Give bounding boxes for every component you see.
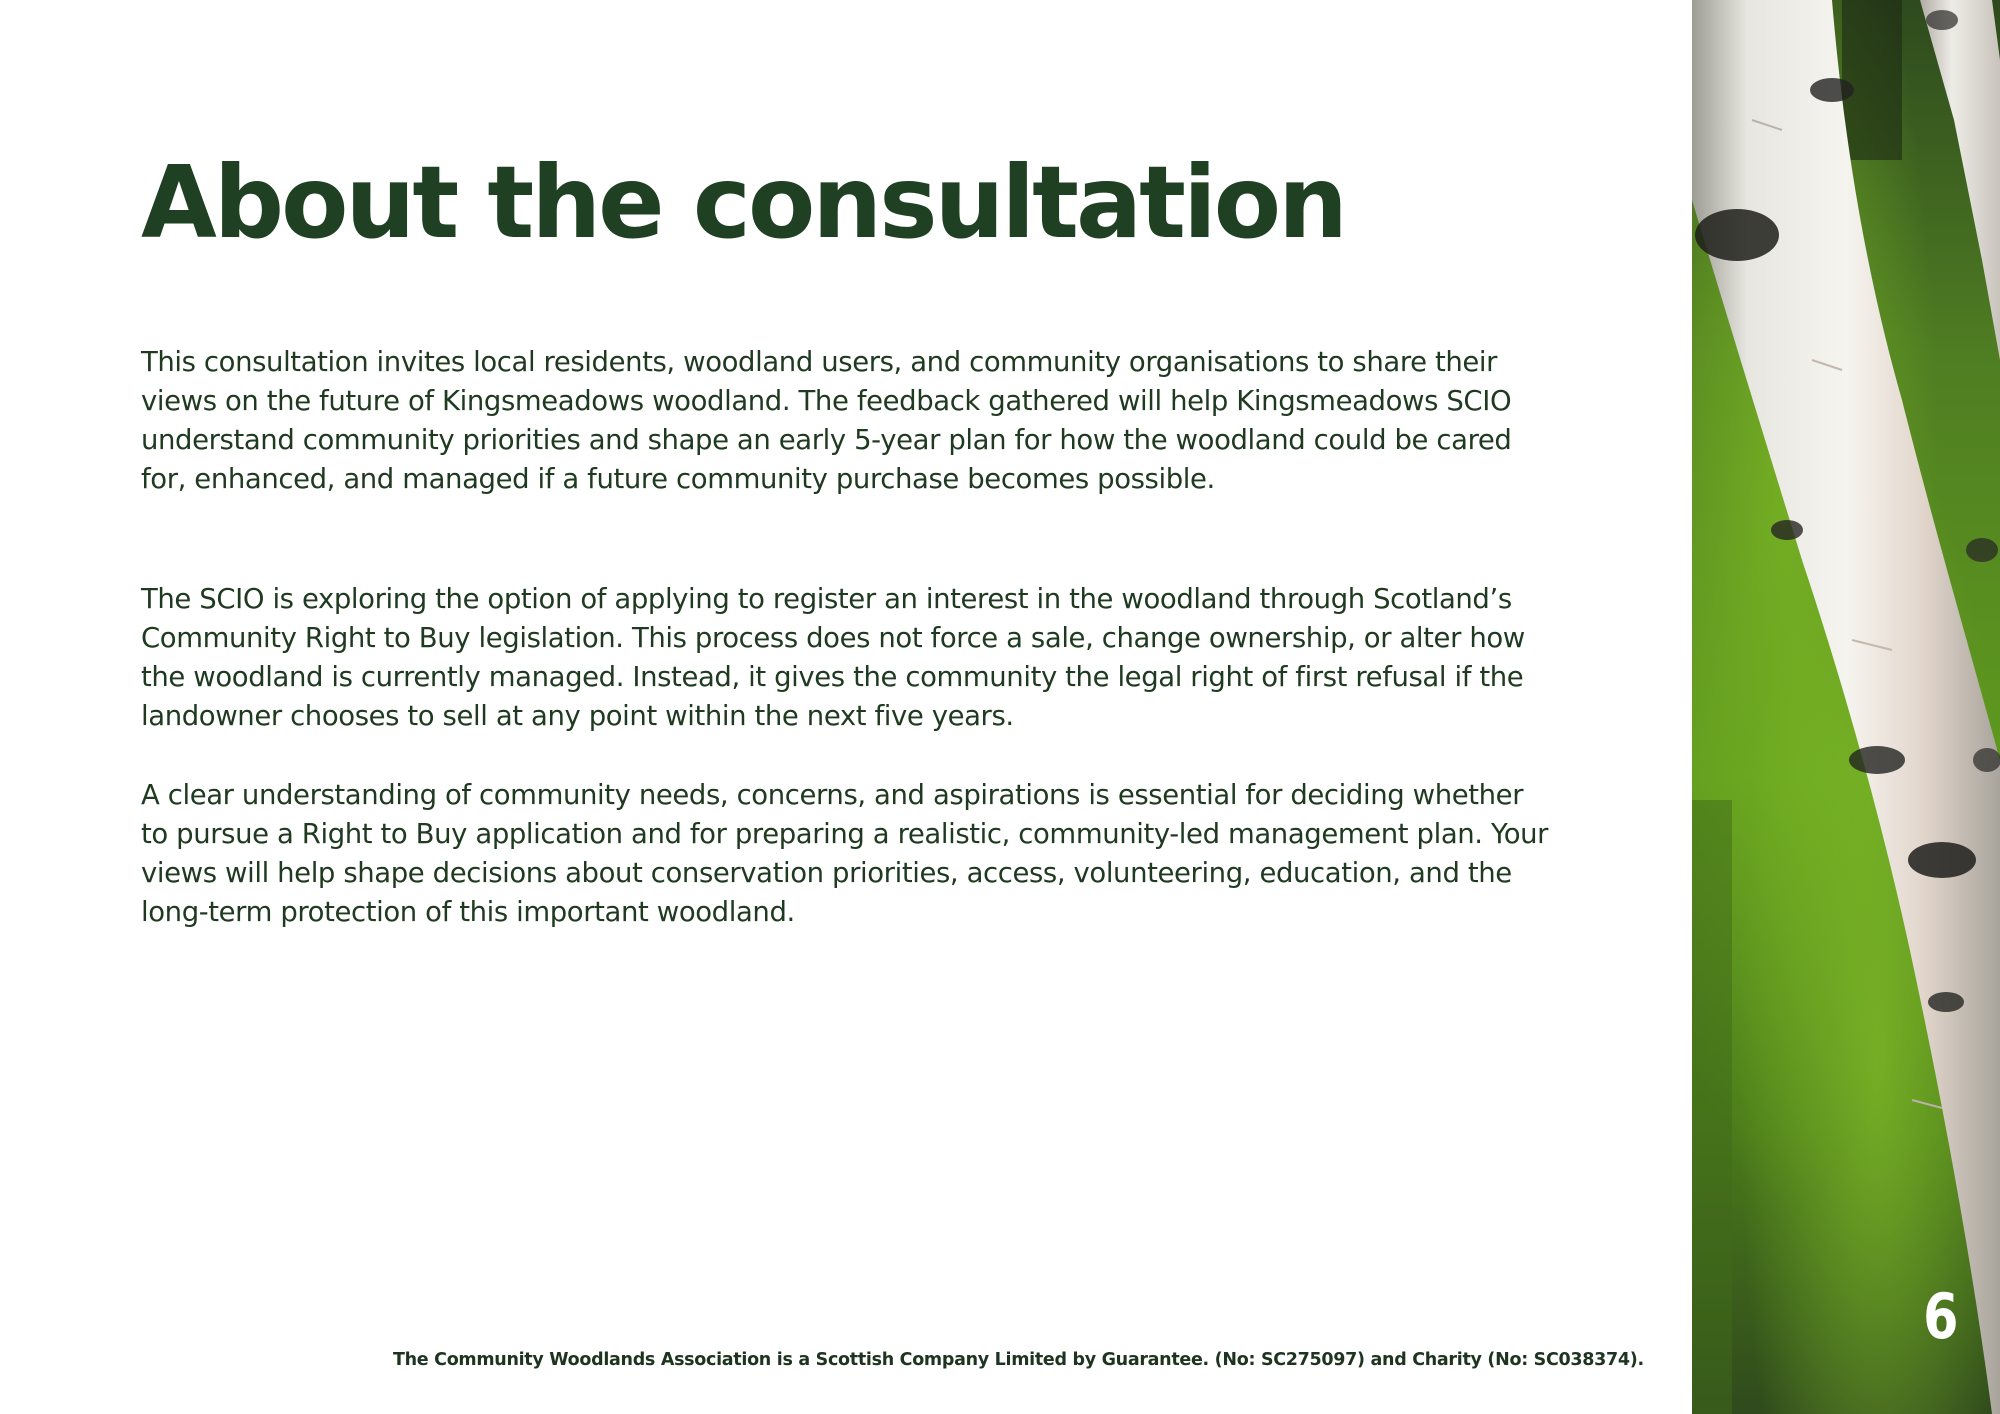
birch-tree-photo	[1692, 0, 2000, 1414]
footer-legal-text: The Community Woodlands Association is a Scottish Company Limited by Guarantee. (No: SC275097) and Charity (No: SC038374).	[393, 1350, 1644, 1370]
intro-paragraph: This consultation invites local residents, woodland users, and community organisations to share their views on the future of Kingsmeadows woodland. The feedback gathered will help Kingsmeadows SCIO understand community priorities and shape an early 5-year plan for how the woodland could be cared for, enhanced, and managed if a future community purchase becomes possible.	[141, 346, 1512, 495]
page-title: About the consultation	[141, 144, 1345, 261]
right-to-buy-paragraph: The SCIO is exploring the option of applying to register an interest in the woodland through Scotland’s Community Right to Buy legislation. This process does not force a sale, change ownership, or alter how the woodland is currently managed. Instead, it gives the community the legal right of first refusal if the landowner chooses to sell at any point within the next five years.	[141, 583, 1525, 732]
page-number: 6	[1923, 1280, 1957, 1353]
community-needs-paragraph: A clear understanding of community needs, concerns, and aspirations is essential for deciding whether to pursue a Right to Buy application and for preparing a realistic, community-led management plan. Your views will help shape decisions about conservation priorities, access, volunteering, education, and the long-term protection of this important woodland.	[141, 779, 1549, 928]
